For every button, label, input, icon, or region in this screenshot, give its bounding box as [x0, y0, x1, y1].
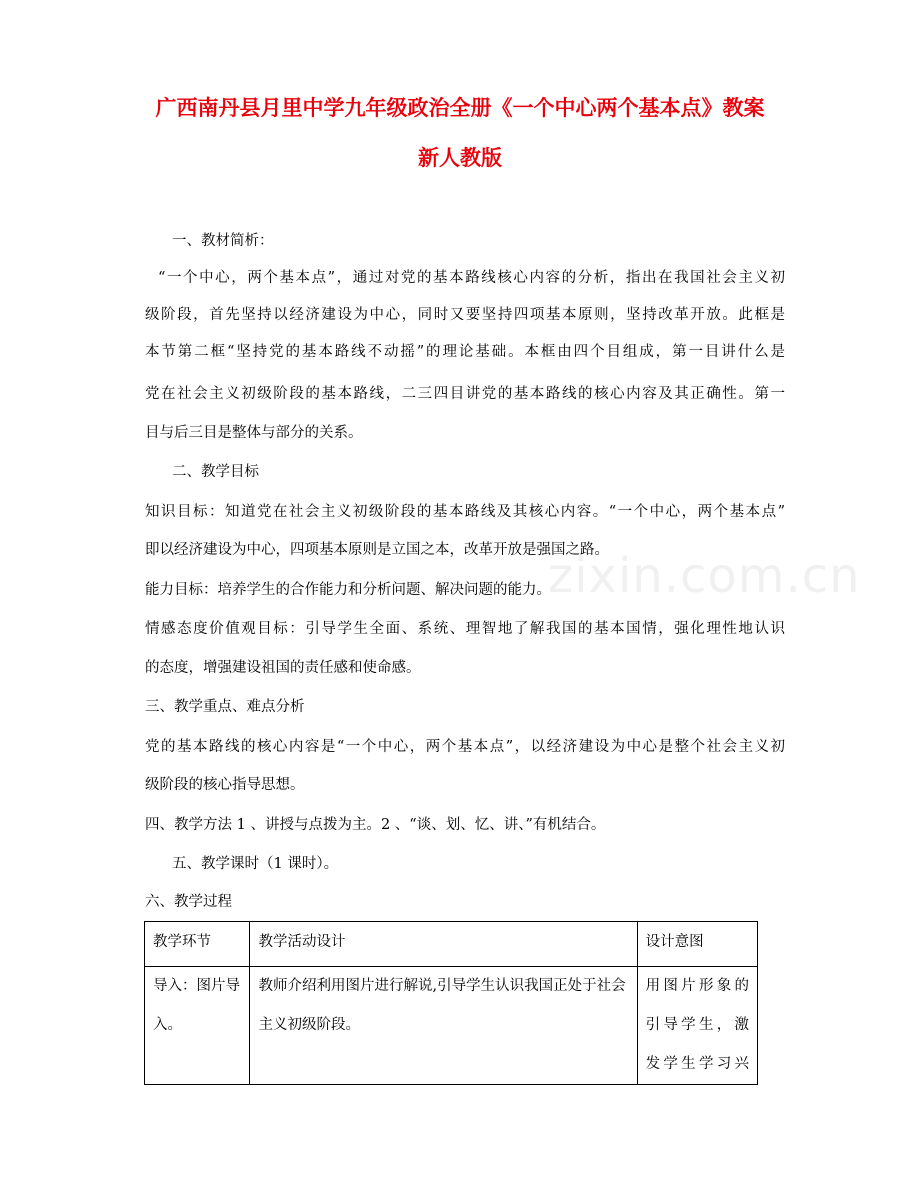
ability-objective: 能力目标：培养学生的合作能力和分析问题、解决问题的能力。 — [145, 582, 551, 598]
stage-text: 导入：图片导入。 — [153, 978, 240, 1033]
knowledge-objective-line: 知识目标：知道党在社会主义初级阶段的基本路线及其核心内容。“一个中心，两个基本点” — [145, 504, 785, 520]
intent-line: 用图片形象的 — [645, 978, 749, 994]
section-heading-process: 六、教学过程 — [145, 894, 232, 910]
emotion-objective-line: 情感态度价值观目标：引导学生全面、系统、理智地了解我国的基本国情，强化理性地认识 — [145, 621, 785, 637]
teaching-process-table — [144, 921, 758, 1085]
key-points-line: 党的基本路线的核心内容是“一个中心，两个基本点”，以经济建设为中心是整个社会主义初 — [145, 739, 785, 755]
section-heading-objectives: 二、教学目标 — [172, 464, 259, 480]
knowledge-objective-line: 即以经济建设为中心，四项基本原则是立国之本，改革开放是强国之路。 — [145, 542, 609, 558]
intent-line: 引导学生，激 — [645, 1017, 749, 1033]
emotion-objective-line: 的态度，增强建设祖国的责任感和使命感。 — [145, 660, 421, 676]
section-heading-key-points: 三、教学重点、难点分析 — [145, 699, 305, 715]
table-header-cell: 教学环节 — [145, 922, 250, 967]
table-cell-intent — [637, 967, 757, 1085]
document-title: 广西南丹县月里中学九年级政治全册《一个中心两个基本点》教案 — [155, 96, 765, 120]
key-points-line: 级阶段的核心指导思想。 — [145, 777, 305, 793]
table-header-cell: 设计意图 — [637, 922, 757, 967]
paragraph-line: 目与后三目是整体与部分的关系。 — [145, 425, 363, 441]
paragraph-line: 本节第二框“坚持党的基本路线不动摇”的理论基础。本框由四个目组成，第一目讲什么是 — [145, 344, 785, 360]
document-title-line2: 新人教版 — [418, 146, 502, 170]
table-header-row — [145, 922, 758, 967]
activity-text: 教师介绍利用图片进行解说,引导学生认识我国正处于社会主义初级阶段。 — [258, 978, 626, 1033]
table-header-cell: 教学活动设计 — [250, 922, 637, 967]
section-class-hours: 五、教学课时（1 课时）。 — [172, 856, 339, 872]
table-cell-stage — [145, 967, 250, 1085]
table-cell-activity — [250, 967, 637, 1085]
watermark: zixin.com.cn — [548, 548, 861, 604]
table-row — [145, 967, 758, 1085]
intent-line: 发学生学习兴 — [645, 1056, 749, 1072]
paragraph-line: 党在社会主义初级阶段的基本路线，二三四目讲党的基本路线的核心内容及其正确性。第一 — [145, 386, 785, 402]
section-teaching-methods: 四、教学方法 1 、讲授与点拨为主。2 、“谈、划、忆、讲、”有机结合。 — [145, 817, 606, 833]
paragraph-line: 级阶段，首先坚持以经济建设为中心，同时又要坚持四项基本原则，坚持改革开放。此框是 — [145, 307, 785, 323]
paragraph-line: “一个中心，两个基本点”，通过对党的基本路线核心内容的分析，指出在我国社会主义初 — [158, 270, 785, 286]
section-heading-materials: 一、教材简析： — [172, 233, 274, 249]
